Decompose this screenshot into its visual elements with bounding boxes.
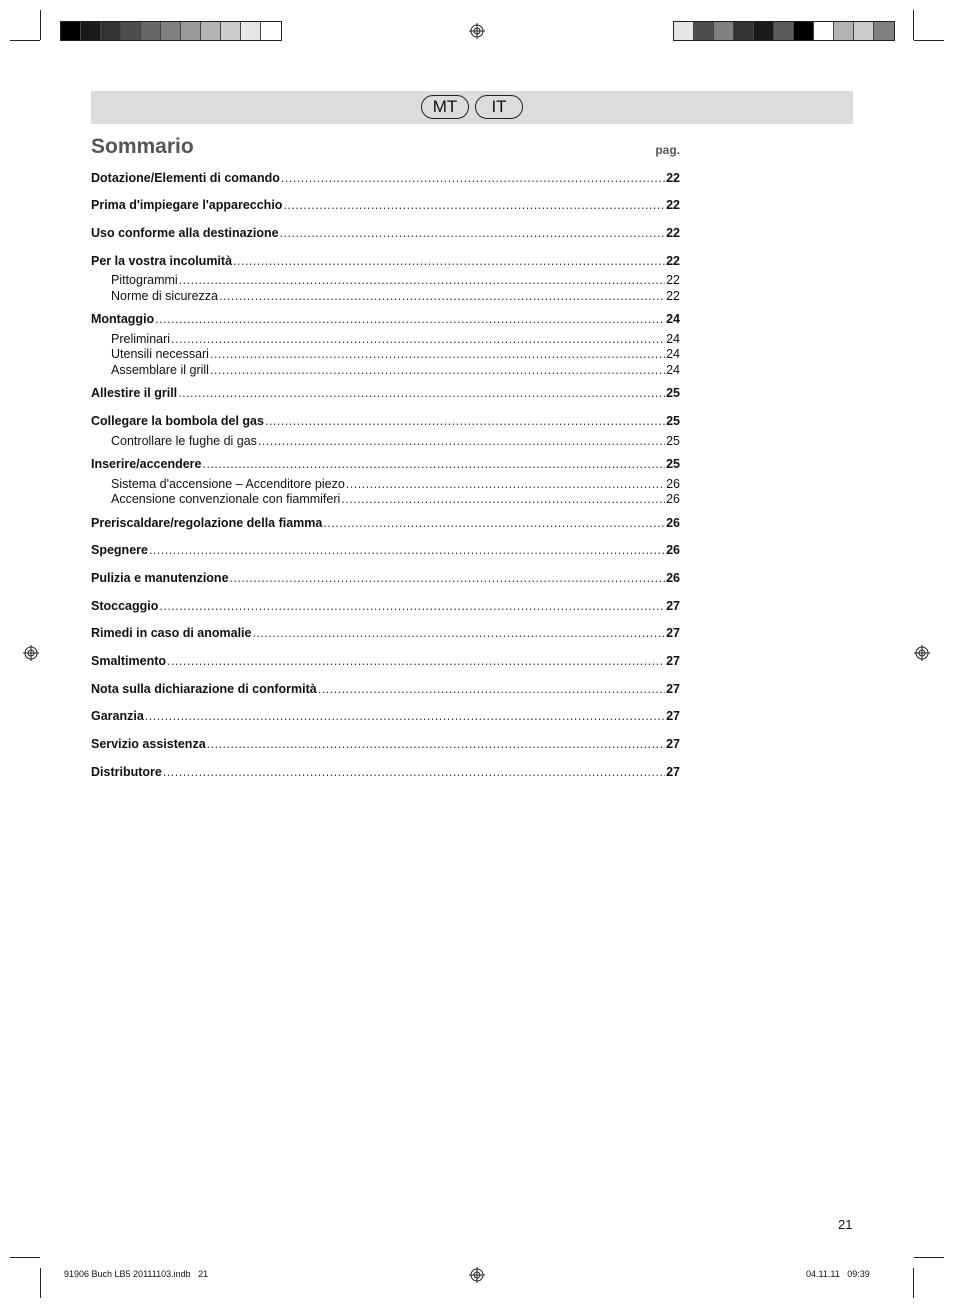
crop-mark (913, 1268, 914, 1298)
toc-leader-dots (179, 273, 665, 288)
toc-entry-label: Prima d'impiegare l'apparecchio (91, 198, 283, 212)
crop-mark (914, 40, 944, 41)
crop-mark (914, 1257, 944, 1258)
toc-entry (91, 543, 680, 558)
toc-entry-page: 22 (666, 198, 680, 212)
toc-entry-page: 24 (666, 332, 680, 346)
toc-entry (91, 737, 680, 752)
toc-entry-page: 25 (666, 457, 680, 471)
page-title: Sommario (91, 135, 194, 158)
toc-entry (111, 434, 680, 449)
toc-entry-label: Inserire/accendere (91, 457, 202, 471)
toc-entry-page: 27 (666, 599, 680, 613)
crop-mark (10, 40, 40, 41)
language-badge-it: IT (475, 95, 523, 119)
toc-entry-page: 27 (666, 626, 680, 640)
toc-entry-page: 25 (666, 434, 680, 448)
page-column-label: pag. (655, 143, 680, 157)
toc-entry (91, 226, 680, 241)
toc-leader-dots (159, 599, 665, 614)
toc-leader-dots (163, 765, 665, 780)
toc-entry (91, 654, 680, 669)
footer-file-info: 91906 Buch LB5 20111103.indb 21 (64, 1269, 209, 1279)
color-swatch (714, 22, 734, 40)
toc-entry (91, 765, 680, 780)
color-swatch (61, 22, 81, 40)
toc-entry-label: Assemblare il grill (111, 363, 209, 377)
color-swatch (141, 22, 161, 40)
toc-leader-dots (155, 312, 665, 327)
toc-entry-label: Per la vostra incolumità (91, 254, 233, 268)
toc-entry (111, 347, 680, 362)
toc-leader-dots (149, 543, 665, 558)
toc-entry-page: 22 (666, 289, 680, 303)
toc-entry-label: Pittogrammi (111, 273, 178, 287)
toc-entry (91, 682, 680, 697)
color-swatches-left (60, 21, 282, 41)
toc-entry (91, 198, 680, 213)
toc-leader-dots (207, 737, 665, 752)
color-swatch (694, 22, 714, 40)
toc-entry (91, 516, 680, 531)
toc-entry-label: Dotazione/Elementi di comando (91, 171, 280, 185)
toc-entry-page: 27 (666, 709, 680, 723)
toc-entry-page: 27 (666, 765, 680, 779)
toc-entry-label: Accensione convenzionale con fiammiferi (111, 492, 341, 506)
crop-mark (40, 10, 41, 40)
registration-mark-icon (469, 1267, 485, 1283)
toc-entry (91, 457, 680, 472)
toc-entry-label: Nota sulla dichiarazione di conformità (91, 682, 317, 696)
color-swatch (201, 22, 221, 40)
toc-entry (111, 492, 680, 507)
toc-leader-dots (233, 254, 665, 269)
toc-entry-label: Collegare la bombola del gas (91, 414, 264, 428)
toc-entry (91, 571, 680, 586)
color-swatch (261, 22, 281, 40)
toc-leader-dots (265, 414, 665, 429)
toc-entry-page: 27 (666, 654, 680, 668)
toc-entry-label: Garanzia (91, 709, 144, 723)
toc-leader-dots (252, 626, 665, 641)
toc-entry-page: 26 (666, 492, 680, 506)
toc-entry (91, 254, 680, 269)
toc-leader-dots (283, 198, 665, 213)
toc-entry-page: 22 (666, 273, 680, 287)
toc-entry (91, 599, 680, 614)
color-swatch (874, 22, 894, 40)
toc-entry (111, 477, 680, 492)
toc-entry-page: 24 (666, 312, 680, 326)
toc-entry (91, 312, 680, 327)
toc-entry-page: 22 (666, 226, 680, 240)
toc-entry (91, 709, 680, 724)
toc-entry (91, 414, 680, 429)
color-swatch (854, 22, 874, 40)
toc-leader-dots (258, 434, 665, 449)
toc-entry-page: 27 (666, 682, 680, 696)
color-swatch (814, 22, 834, 40)
toc-leader-dots (281, 171, 665, 186)
toc-entry-label: Preliminari (111, 332, 171, 346)
toc-entry-label: Utensili necessari (111, 347, 209, 361)
toc-entry (111, 289, 680, 304)
header-bar (91, 91, 853, 124)
color-swatch (734, 22, 754, 40)
toc-leader-dots (280, 226, 666, 241)
toc-entry-label: Servizio assistenza (91, 737, 206, 751)
crop-mark (913, 10, 914, 40)
color-swatch (774, 22, 794, 40)
toc-leader-dots (178, 386, 665, 401)
page-number: 21 (838, 1217, 853, 1232)
crop-mark (40, 1268, 41, 1298)
toc-entry-label: Preriscaldare/regolazione della fiamma (91, 516, 323, 530)
toc-entry-page: 25 (666, 414, 680, 428)
language-badge-mt: MT (421, 95, 469, 119)
color-swatch (241, 22, 261, 40)
toc-entry-label: Norme di sicurezza (111, 289, 218, 303)
toc-leader-dots (219, 289, 665, 304)
toc-leader-dots (323, 516, 665, 531)
toc-entry-label: Distributore (91, 765, 162, 779)
toc-entry-page: 27 (666, 737, 680, 751)
toc-leader-dots (145, 709, 665, 724)
color-swatch (181, 22, 201, 40)
footer-timestamp: 04.11.11 09:39 (806, 1269, 870, 1279)
toc-entry-label: Pulizia e manutenzione (91, 571, 229, 585)
toc-entry-label: Montaggio (91, 312, 155, 326)
toc-leader-dots (341, 492, 665, 507)
toc-entry-label: Rimedi in caso di anomalie (91, 626, 252, 640)
toc-entry-page: 25 (666, 386, 680, 400)
color-swatch (101, 22, 121, 40)
toc-leader-dots (210, 347, 665, 362)
toc-entry-label: Allestire il grill (91, 386, 178, 400)
color-swatch (221, 22, 241, 40)
color-swatches-right (673, 21, 895, 41)
color-swatch (794, 22, 814, 40)
color-swatch (121, 22, 141, 40)
toc-leader-dots (203, 457, 666, 472)
toc-leader-dots (171, 332, 665, 347)
registration-mark-icon (469, 23, 485, 39)
registration-mark-icon (914, 645, 930, 661)
color-swatch (754, 22, 774, 40)
toc-entry-page: 22 (666, 254, 680, 268)
toc-leader-dots (210, 363, 665, 378)
toc-entry (91, 626, 680, 641)
toc-entry-page: 26 (666, 477, 680, 491)
color-swatch (834, 22, 854, 40)
toc-entry-page: 26 (666, 516, 680, 530)
color-swatch (674, 22, 694, 40)
toc-entry-label: Smaltimento (91, 654, 167, 668)
toc-leader-dots (230, 571, 666, 586)
toc-entry-page: 22 (666, 171, 680, 185)
toc-leader-dots (346, 477, 665, 492)
toc-entry-label: Controllare le fughe di gas (111, 434, 257, 448)
toc-entry-page: 26 (666, 571, 680, 585)
toc-entry (91, 171, 680, 186)
crop-mark (10, 1257, 40, 1258)
toc-entry-label: Stoccaggio (91, 599, 159, 613)
toc-entry (111, 273, 680, 288)
toc-entry (91, 386, 680, 401)
toc-entry-page: 24 (666, 363, 680, 377)
toc-entry-label: Spegnere (91, 543, 148, 557)
registration-mark-icon (23, 645, 39, 661)
toc-entry (111, 363, 680, 378)
toc-leader-dots (318, 682, 665, 697)
toc-entry-label: Uso conforme alla destinazione (91, 226, 279, 240)
toc-entry-label: Sistema d'accensione – Accenditore piezo (111, 477, 345, 491)
toc-entry (111, 332, 680, 347)
color-swatch (81, 22, 101, 40)
toc-leader-dots (167, 654, 665, 669)
color-swatch (161, 22, 181, 40)
toc-entry-page: 26 (666, 543, 680, 557)
toc-entry-page: 24 (666, 347, 680, 361)
